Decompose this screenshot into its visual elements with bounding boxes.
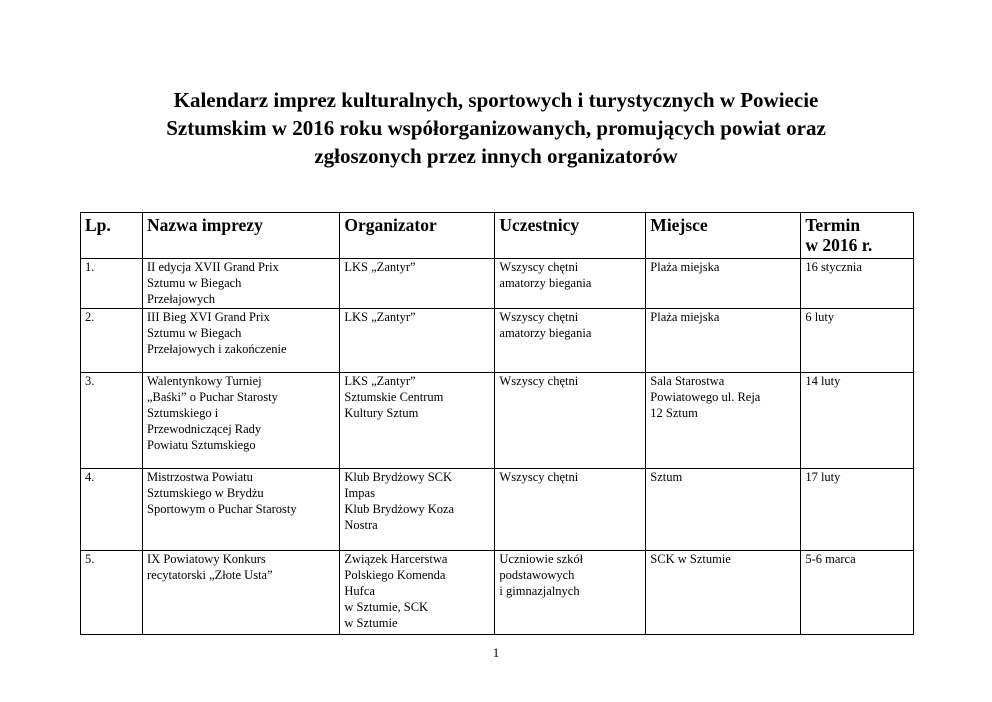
cell-participants-line: Wszyscy chętni bbox=[499, 260, 579, 274]
cell-organizer-line: Klub Brydżowy SCK bbox=[344, 470, 453, 484]
cell-lp: 5. bbox=[81, 551, 143, 635]
cell-participants-line: amatorzy biegania bbox=[499, 276, 592, 290]
cell-lp: 2. bbox=[81, 309, 143, 373]
events-table bbox=[80, 212, 914, 635]
document-title bbox=[100, 86, 892, 170]
cell-participants bbox=[495, 259, 646, 309]
cell-place-line: Plaża miejska bbox=[650, 310, 720, 324]
cell-organizer-line: LKS „Zantyr” bbox=[344, 374, 416, 388]
cell-event-name-line: Sztumu w Biegach bbox=[147, 326, 242, 340]
cell-organizer-line: LKS „Zantyr” bbox=[344, 310, 416, 324]
cell-event-name bbox=[143, 309, 340, 373]
cell-participants bbox=[495, 373, 646, 469]
cell-participants bbox=[495, 309, 646, 373]
cell-organizer bbox=[340, 309, 495, 373]
cell-event-name-line: III Bieg XVI Grand Prix bbox=[147, 310, 270, 324]
header-participants: Uczestnicy bbox=[495, 213, 646, 259]
cell-organizer bbox=[340, 373, 495, 469]
table-row bbox=[81, 259, 914, 309]
cell-event-name-line: IX Powiatowy Konkurs bbox=[147, 552, 266, 566]
cell-date: 5-6 marca bbox=[801, 551, 914, 635]
cell-organizer-line: Klub Brydżowy Koza bbox=[344, 502, 455, 516]
cell-place bbox=[646, 309, 801, 373]
header-date-line-1: Termin bbox=[805, 215, 861, 235]
cell-event-name bbox=[143, 469, 340, 551]
cell-lp: 1. bbox=[81, 259, 143, 309]
header-date bbox=[801, 213, 914, 259]
cell-date: 17 luty bbox=[801, 469, 914, 551]
page-number: 1 bbox=[492, 645, 500, 660]
table-row bbox=[81, 373, 914, 469]
cell-participants bbox=[495, 469, 646, 551]
cell-organizer bbox=[340, 259, 495, 309]
cell-event-name-line: Przełajowych i zakończenie bbox=[147, 342, 287, 356]
cell-place-line: 12 Sztum bbox=[650, 406, 698, 420]
cell-place bbox=[646, 259, 801, 309]
cell-place-line: Sztum bbox=[650, 470, 683, 484]
table-row bbox=[81, 309, 914, 373]
cell-event-name bbox=[143, 373, 340, 469]
cell-event-name-line: Sportowym o Puchar Starosty bbox=[147, 502, 297, 516]
cell-event-name-line: Sztumskiego i bbox=[147, 406, 219, 420]
cell-place-line: Powiatowego ul. Reja bbox=[650, 390, 761, 404]
cell-organizer-line: Kultury Sztum bbox=[344, 406, 419, 420]
cell-organizer-line: w Sztumie, SCK bbox=[344, 600, 429, 614]
cell-place-line: Plaża miejska bbox=[650, 260, 720, 274]
cell-event-name-line: Przełajowych bbox=[147, 292, 216, 306]
cell-participants-line: i gimnazjalnych bbox=[499, 584, 580, 598]
table-header-row bbox=[81, 213, 914, 259]
cell-date: 6 luty bbox=[801, 309, 914, 373]
cell-event-name-line: „Baśki” o Puchar Starosty bbox=[147, 390, 278, 404]
cell-organizer-line: w Sztumie bbox=[344, 616, 398, 630]
cell-event-name-line: Powiatu Sztumskiego bbox=[147, 438, 256, 452]
cell-participants-line: Wszyscy chętni bbox=[499, 470, 579, 484]
cell-participants-line: Uczniowie szkół bbox=[499, 552, 584, 566]
header-lp: Lp. bbox=[81, 213, 143, 259]
table-row bbox=[81, 469, 914, 551]
title-line-3: zgłoszonych przez innych organizatorów bbox=[314, 144, 678, 168]
header-date-line-2: w 2016 r. bbox=[805, 235, 873, 255]
cell-organizer bbox=[340, 551, 495, 635]
cell-participants-line: Wszyscy chętni bbox=[499, 374, 579, 388]
cell-event-name-line: Przewodniczącej Rady bbox=[147, 422, 262, 436]
title-line-2: Sztumskim w 2016 roku współorganizowanych, promujących powiat oraz bbox=[166, 116, 826, 140]
cell-place-line: SCK w Sztumie bbox=[650, 552, 731, 566]
cell-organizer-line: Hufca bbox=[344, 584, 375, 598]
cell-lp: 4. bbox=[81, 469, 143, 551]
cell-event-name-line: recytatorski „Złote Usta” bbox=[147, 568, 273, 582]
cell-event-name-line: Sztumskiego w Brydżu bbox=[147, 486, 264, 500]
cell-organizer-line: Nostra bbox=[344, 518, 378, 532]
cell-organizer-line: Sztumskie Centrum bbox=[344, 390, 444, 404]
header-name: Nazwa imprezy bbox=[143, 213, 340, 259]
cell-event-name-line: Mistrzostwa Powiatu bbox=[147, 470, 253, 484]
cell-organizer-line: LKS „Zantyr” bbox=[344, 260, 416, 274]
cell-event-name-line: Sztumu w Biegach bbox=[147, 276, 242, 290]
cell-participants-line: Wszyscy chętni bbox=[499, 310, 579, 324]
title-line-1: Kalendarz imprez kulturalnych, sportowych i turystycznych w Powiecie bbox=[173, 88, 819, 112]
header-place: Miejsce bbox=[646, 213, 801, 259]
table-row bbox=[81, 551, 914, 635]
cell-place bbox=[646, 373, 801, 469]
cell-event-name-line: II edycja XVII Grand Prix bbox=[147, 260, 279, 274]
cell-organizer bbox=[340, 469, 495, 551]
cell-place bbox=[646, 469, 801, 551]
cell-event-name-line: Walentynkowy Turniej bbox=[147, 374, 262, 388]
cell-date: 16 stycznia bbox=[801, 259, 914, 309]
cell-event-name bbox=[143, 259, 340, 309]
cell-lp: 3. bbox=[81, 373, 143, 469]
cell-organizer-line: Impas bbox=[344, 486, 375, 500]
header-organizer: Organizator bbox=[340, 213, 495, 259]
cell-organizer-line: Polskiego Komenda bbox=[344, 568, 446, 582]
cell-place-line: Sala Starostwa bbox=[650, 374, 725, 388]
cell-date: 14 luty bbox=[801, 373, 914, 469]
cell-participants-line: amatorzy biegania bbox=[499, 326, 592, 340]
cell-event-name bbox=[143, 551, 340, 635]
cell-organizer-line: Związek Harcerstwa bbox=[344, 552, 448, 566]
cell-participants bbox=[495, 551, 646, 635]
cell-place bbox=[646, 551, 801, 635]
cell-participants-line: podstawowych bbox=[499, 568, 575, 582]
